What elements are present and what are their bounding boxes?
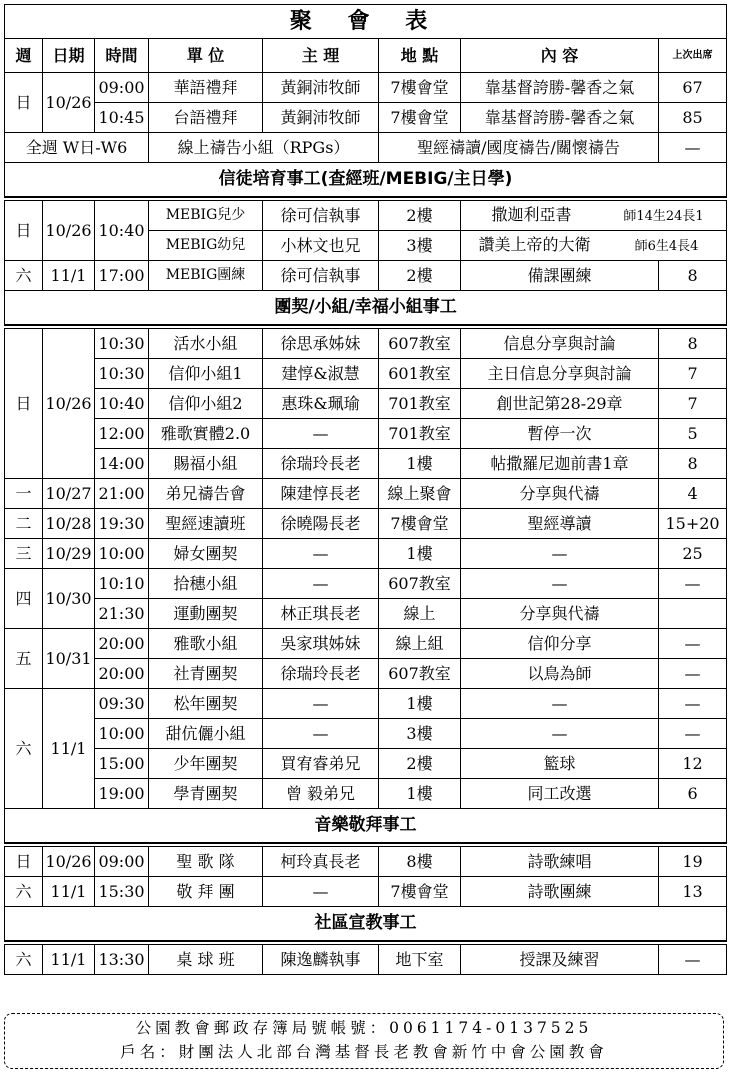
content-cell: 暫停一次 <box>461 419 659 449</box>
place-cell: 2樓 <box>379 261 461 291</box>
leader-cell: — <box>263 539 379 569</box>
unit-cell: 社青團契 <box>149 659 263 689</box>
unit-cell: MEBIG團練 <box>149 261 263 291</box>
attend-cell: 4 <box>659 479 727 509</box>
leader-cell: 小林文也兄 <box>263 231 379 261</box>
date-cell: 11/1 <box>43 945 95 975</box>
unit-cell: 婦女團契 <box>149 539 263 569</box>
day-cell: 六 <box>5 689 43 809</box>
place-cell: 1樓 <box>379 449 461 479</box>
leader-cell: — <box>263 689 379 719</box>
content-cell: 信仰分享 <box>461 629 659 659</box>
unit-cell: 聖 歌 隊 <box>149 847 263 877</box>
day-cell: 日 <box>5 201 43 261</box>
time-cell: 10:40 <box>95 389 149 419</box>
day-cell: 五 <box>5 629 43 689</box>
leader-cell: 陳逸麟執事 <box>263 945 379 975</box>
leader-cell: 買宥睿弟兄 <box>263 749 379 779</box>
unit-cell: 拾穗小組 <box>149 569 263 599</box>
unit-cell: 運動團契 <box>149 599 263 629</box>
time-cell: 13:30 <box>95 945 149 975</box>
content-cell: 創世記第28-29章 <box>461 389 659 419</box>
header-date: 日期 <box>43 39 95 73</box>
attend-cell: — <box>659 945 727 975</box>
place-cell: 607教室 <box>379 569 461 599</box>
section-title-training: 信徒培育事工(查經班/MEBIG/主日學) <box>5 163 727 197</box>
attend-cell: 7 <box>659 359 727 389</box>
header-attend: 上次出席 <box>659 39 727 73</box>
header-week: 週 <box>5 39 43 73</box>
leader-cell: — <box>263 419 379 449</box>
time-cell: 10:30 <box>95 329 149 359</box>
time-cell: 09:00 <box>95 73 149 103</box>
content-cell: — <box>461 539 659 569</box>
day-cell: 日 <box>5 847 43 877</box>
attend-text: 師6生4長4 <box>634 239 699 255</box>
leader-cell: 徐瑞玲長老 <box>263 449 379 479</box>
unit-cell: 敬 拜 團 <box>149 877 263 907</box>
day-cell: 二 <box>5 509 43 539</box>
date-cell: 10/26 <box>43 329 95 479</box>
day-cell: 一 <box>5 479 43 509</box>
day-cell: 四 <box>5 569 43 629</box>
time-cell: 10:40 <box>95 201 149 261</box>
donation-footer <box>4 1013 724 1069</box>
place-cell: 3樓 <box>379 719 461 749</box>
unit-cell: 弟兄禱告會 <box>149 479 263 509</box>
content-cell: — <box>461 719 659 749</box>
online-unit: 線上禱告小組（RPGs） <box>149 133 379 163</box>
unit-cell: 桌 球 班 <box>149 945 263 975</box>
schedule-sheet <box>4 4 726 975</box>
header-unit: 單 位 <box>149 39 263 73</box>
section-title-music: 音樂敬拜事工 <box>5 809 727 843</box>
date-cell: 11/1 <box>43 689 95 809</box>
content-cell: 信息分享與討論 <box>461 329 659 359</box>
online-content: 聖經禱讀/國度禱告/關懷禱告 <box>379 133 659 163</box>
day-cell: 日 <box>5 73 43 133</box>
place-cell: 7樓會堂 <box>379 509 461 539</box>
attend-cell: 5 <box>659 419 727 449</box>
attend-cell: 85 <box>659 103 727 133</box>
attend-cell: 8 <box>659 261 727 291</box>
account-number-line: 公園教會郵政存簿局號帳號：0061174-0137525 <box>135 1019 593 1037</box>
attend-cell: 19 <box>659 847 727 877</box>
time-cell: 15:30 <box>95 877 149 907</box>
place-cell: 601教室 <box>379 359 461 389</box>
time-cell: 14:00 <box>95 449 149 479</box>
attend-cell: 12 <box>659 749 727 779</box>
leader-cell: 徐可信執事 <box>263 261 379 291</box>
attend-cell: — <box>659 719 727 749</box>
content-cell <box>461 201 727 231</box>
time-cell: 10:00 <box>95 539 149 569</box>
date-cell: 10/28 <box>43 509 95 539</box>
content-cell: 授課及練習 <box>461 945 659 975</box>
content-cell: 備課團練 <box>461 261 659 291</box>
attend-text: 師14生24長1 <box>623 209 704 225</box>
section-title-fellowship: 團契/小組/幸福小組事工 <box>5 291 727 325</box>
leader-cell: — <box>263 719 379 749</box>
place-cell: 7樓會堂 <box>379 73 461 103</box>
place-cell: 607教室 <box>379 329 461 359</box>
content-cell: 分享與代禱 <box>461 599 659 629</box>
place-cell: 線上組 <box>379 629 461 659</box>
page-title: 聚 會 表 <box>5 5 727 39</box>
attend-cell: 8 <box>659 329 727 359</box>
leader-cell: 徐瑞玲長老 <box>263 659 379 689</box>
date-cell: 10/26 <box>43 73 95 133</box>
unit-cell: MEBIG兒少 <box>149 201 263 231</box>
unit-cell: 信仰小組1 <box>149 359 263 389</box>
day-cell: 三 <box>5 539 43 569</box>
time-cell: 10:10 <box>95 569 149 599</box>
attend-cell: 67 <box>659 73 727 103</box>
date-cell: 10/30 <box>43 569 95 629</box>
unit-cell: 活水小組 <box>149 329 263 359</box>
leader-cell: — <box>263 569 379 599</box>
time-cell: 21:00 <box>95 479 149 509</box>
unit-cell: 甜伉儷小組 <box>149 719 263 749</box>
content-text: 讚美上帝的大衛 <box>478 235 591 255</box>
date-cell: 10/26 <box>43 201 95 261</box>
date-cell: 11/1 <box>43 877 95 907</box>
leader-cell: 建惇&淑慧 <box>263 359 379 389</box>
leader-cell: 吳家琪姊妹 <box>263 629 379 659</box>
content-cell: 帖撒羅尼迦前書1章 <box>461 449 659 479</box>
attend-cell: 25 <box>659 539 727 569</box>
day-cell: 六 <box>5 877 43 907</box>
leader-cell: 曾 毅弟兄 <box>263 779 379 809</box>
time-cell: 20:00 <box>95 629 149 659</box>
time-cell: 10:45 <box>95 103 149 133</box>
leader-cell: 徐可信執事 <box>263 201 379 231</box>
place-cell: 線上 <box>379 599 461 629</box>
time-cell: 09:30 <box>95 689 149 719</box>
online-period: 全週 W日-W6 <box>5 133 149 163</box>
day-cell: 六 <box>5 261 43 291</box>
leader-cell: 柯玲真長老 <box>263 847 379 877</box>
unit-cell: 學青團契 <box>149 779 263 809</box>
place-cell: 701教室 <box>379 389 461 419</box>
attend-cell: — <box>659 133 727 163</box>
content-cell: — <box>461 689 659 719</box>
leader-cell: 黃銅沛牧師 <box>263 73 379 103</box>
place-cell: 1樓 <box>379 689 461 719</box>
attend-cell: — <box>659 689 727 719</box>
time-cell: 10:30 <box>95 359 149 389</box>
content-cell: 分享與代禱 <box>461 479 659 509</box>
date-cell: 10/29 <box>43 539 95 569</box>
date-cell: 10/31 <box>43 629 95 689</box>
unit-cell: 賜福小組 <box>149 449 263 479</box>
attend-cell: — <box>659 569 727 599</box>
unit-cell: 雅歌實體2.0 <box>149 419 263 449</box>
place-cell: 607教室 <box>379 659 461 689</box>
leader-cell: 陳建惇長老 <box>263 479 379 509</box>
header-time: 時間 <box>95 39 149 73</box>
place-cell: 地下室 <box>379 945 461 975</box>
time-cell: 15:00 <box>95 749 149 779</box>
leader-cell: 黃銅沛牧師 <box>263 103 379 133</box>
unit-cell: 松年團契 <box>149 689 263 719</box>
content-cell: — <box>461 569 659 599</box>
day-cell: 日 <box>5 329 43 479</box>
header-content: 內 容 <box>461 39 659 73</box>
header-leader: 主 理 <box>263 39 379 73</box>
day-cell: 六 <box>5 945 43 975</box>
content-cell: 籃球 <box>461 749 659 779</box>
date-cell: 10/27 <box>43 479 95 509</box>
place-cell: 7樓會堂 <box>379 877 461 907</box>
leader-cell: — <box>263 877 379 907</box>
leader-cell: 徐曉陽長老 <box>263 509 379 539</box>
place-cell: 3樓 <box>379 231 461 261</box>
content-cell: 主日信息分享與討論 <box>461 359 659 389</box>
meeting-table <box>4 4 727 975</box>
attend-cell: 15+20 <box>659 509 727 539</box>
unit-cell: 聖經速讀班 <box>149 509 263 539</box>
attend-cell: 8 <box>659 449 727 479</box>
leader-cell: 惠珠&珮瑜 <box>263 389 379 419</box>
attend-cell <box>659 599 727 629</box>
unit-cell: 信仰小組2 <box>149 389 263 419</box>
account-name-line: 戶名：財團法人北部台灣基督長老教會新竹中會公園教會 <box>120 1043 608 1061</box>
time-cell: 10:00 <box>95 719 149 749</box>
leader-cell: 徐思承姊妹 <box>263 329 379 359</box>
attend-cell: 7 <box>659 389 727 419</box>
date-cell: 10/26 <box>43 847 95 877</box>
attend-cell: — <box>659 659 727 689</box>
unit-cell: MEBIG幼兒 <box>149 231 263 261</box>
time-cell: 21:30 <box>95 599 149 629</box>
content-cell: 以鳥為師 <box>461 659 659 689</box>
place-cell: 7樓會堂 <box>379 103 461 133</box>
place-cell: 2樓 <box>379 201 461 231</box>
leader-cell: 林正琪長老 <box>263 599 379 629</box>
attend-cell: 13 <box>659 877 727 907</box>
section-title-outreach: 社區宣教事工 <box>5 907 727 941</box>
header-place: 地 點 <box>379 39 461 73</box>
unit-cell: 台語禮拜 <box>149 103 263 133</box>
content-cell <box>461 231 727 261</box>
content-cell: 詩歌團練 <box>461 877 659 907</box>
time-cell: 19:30 <box>95 509 149 539</box>
date-cell: 11/1 <box>43 261 95 291</box>
time-cell: 19:00 <box>95 779 149 809</box>
time-cell: 12:00 <box>95 419 149 449</box>
content-cell: 同工改選 <box>461 779 659 809</box>
unit-cell: 少年團契 <box>149 749 263 779</box>
time-cell: 09:00 <box>95 847 149 877</box>
place-cell: 1樓 <box>379 539 461 569</box>
content-cell: 聖經導讀 <box>461 509 659 539</box>
unit-cell: 華語禮拜 <box>149 73 263 103</box>
time-cell: 17:00 <box>95 261 149 291</box>
content-text: 撒迦利亞書 <box>491 205 572 225</box>
time-cell: 20:00 <box>95 659 149 689</box>
place-cell: 1樓 <box>379 779 461 809</box>
content-cell: 靠基督誇勝-馨香之氣 <box>461 73 659 103</box>
content-cell: 靠基督誇勝-馨香之氣 <box>461 103 659 133</box>
attend-cell: — <box>659 629 727 659</box>
unit-cell: 雅歌小組 <box>149 629 263 659</box>
place-cell: 線上聚會 <box>379 479 461 509</box>
place-cell: 701教室 <box>379 419 461 449</box>
attend-cell: 6 <box>659 779 727 809</box>
content-cell: 詩歌練唱 <box>461 847 659 877</box>
place-cell: 8樓 <box>379 847 461 877</box>
place-cell: 2樓 <box>379 749 461 779</box>
